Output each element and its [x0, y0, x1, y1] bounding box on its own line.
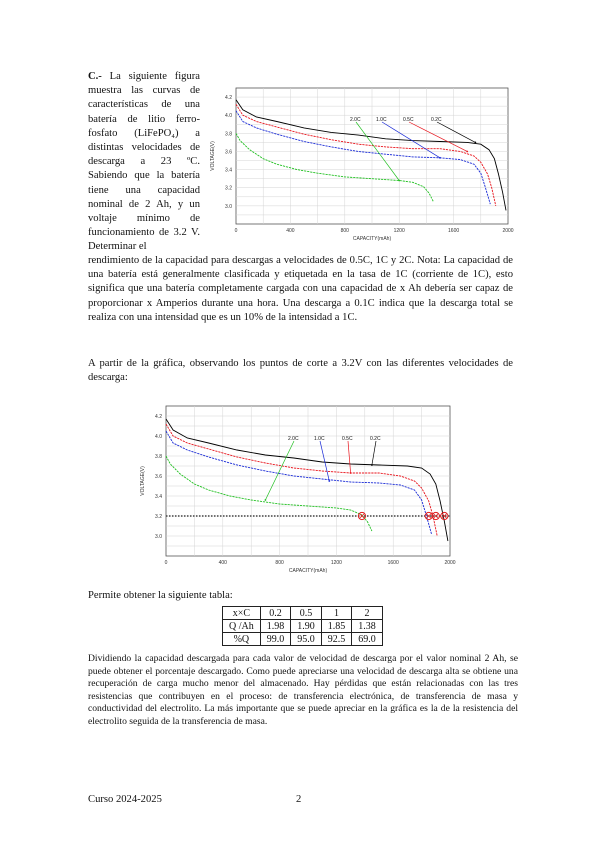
discharge-chart-1	[208, 78, 518, 250]
legend-label-1-0C: 1.0C	[314, 436, 325, 442]
legend-pointer-tip	[265, 499, 267, 501]
legend-pointer-tip	[474, 142, 476, 144]
table-cell: 1.90	[291, 620, 322, 633]
x-tick-label: 1200	[393, 228, 405, 234]
x-tick-label: 1200	[330, 560, 342, 566]
x-tick-label: 400	[218, 560, 227, 566]
table-row-header: Q /Ah	[223, 620, 261, 633]
chart2-plot	[140, 406, 456, 574]
table-row	[223, 607, 383, 620]
y-tick-label: 3.6	[225, 149, 232, 156]
y-tick-label: 3.4	[155, 494, 162, 500]
y-tick-label: 4.0	[155, 434, 162, 440]
table-cell: 1.38	[352, 620, 383, 633]
y-tick-label: 4.0	[225, 113, 232, 120]
y-tick-label: 3.6	[155, 474, 162, 480]
legend-label-0-5C: 0.5C	[403, 117, 414, 123]
table-row-header: x×C	[223, 607, 261, 620]
x-tick-label: 800	[340, 228, 349, 234]
legend-label-0-2C: 0.2C	[431, 117, 442, 123]
chart1-plot	[210, 88, 514, 242]
x-tick-label: 400	[286, 228, 295, 234]
legend-label-0-5C: 0.5C	[342, 436, 353, 442]
y-tick-label: 4.2	[225, 95, 232, 102]
table-row	[223, 620, 383, 633]
legend-pointer-tip	[328, 480, 330, 482]
table-cell: 2	[352, 607, 383, 620]
x-axis-label: CAPACITY(mAh)	[352, 236, 392, 242]
intro-text: La siguiente figura muestra las curvas de características de una batería de litio ferro-fosfato (LiFePO₄) a distintas velocidades de descarga a 23 ºC. Sabiendo que la batería tiene una capacidad nominal de 2 Ah, y un voltaje mínimo de funcionamiento de 3.2 V. Determinar el	[88, 71, 201, 253]
conclusion-paragraph: Dividiendo la capacidad descargada para cada valor de velocidad de descarga por el valor nominal 2 Ah, se puede obtener el porcentaje descargado. Como puede apreciarse una velocidad de descarga alta se obtiene una recuperación de carga mucho menor del almacenado. Hay pérdidas que están relacionadas con las tres resistencias que contribuyen en el proceso: de transferencia electrónica, de transferencia de masa y conductividad del electrolito. La más importante que se puede apreciar en la gráfica es la de la resistencia del electrolito seguida de la transferencia de masa.	[88, 653, 518, 727]
page-number: 2	[296, 794, 302, 805]
intro-lead: C.-	[88, 71, 102, 82]
x-tick-label: 0	[164, 560, 168, 566]
table-row	[223, 633, 383, 646]
x-axis-label: CAPACITY(mAh)	[288, 568, 328, 574]
x-tick-label: 0	[234, 228, 238, 234]
table-cell: 0.2	[260, 607, 291, 620]
table-cell: 69.0	[352, 633, 383, 646]
y-tick-label: 3.2	[155, 514, 162, 520]
y-tick-label: 3.8	[225, 131, 232, 138]
y-tick-label: 3.2	[225, 185, 232, 192]
y-tick-label: 3.4	[225, 167, 232, 174]
y-tick-label: 3.0	[225, 203, 232, 210]
legend-pointer-tip	[466, 151, 468, 153]
legend-pointer-tip	[439, 157, 441, 159]
table-cell: 99.0	[260, 633, 291, 646]
y-axis-label: VOLTAGE(V)	[140, 466, 146, 496]
legend-label-2-0C: 2.0C	[350, 117, 361, 123]
legend-pointer-tip	[350, 472, 352, 474]
y-tick-label: 4.2	[155, 414, 162, 420]
legend-label-1-0C: 1.0C	[376, 117, 387, 123]
legend-label-0-2C: 0.2C	[370, 436, 381, 442]
x-tick-label: 1600	[387, 560, 399, 566]
results-table	[222, 606, 383, 646]
legend-label-2-0C: 2.0C	[288, 436, 299, 442]
table-cell: 95.0	[291, 633, 322, 646]
legend-pointer-tip	[398, 180, 400, 182]
y-axis-label: VOLTAGE(V)	[210, 141, 216, 171]
intro-continuation: rendimiento de la capacidad para descargas a velocidades de 0.5C, 1C y 2C. Nota: La capacidad de una batería está generalmente clasificada y etiquetada en la tasa de 1C (corriente de 1C), esto significa que una batería completamente cargada con una capacidad de x Ah debería ser capaz de proporcionar x Amperios durante una hora. Una descarga a 0.1C indica que la descarga total se realiza con una intensidad que es un 10% de la intensidad a 1C.	[88, 255, 513, 323]
section2-text: A partir de la gráfica, observando los puntos de corte a 3.2V con las diferentes velocidades de descarga:	[88, 358, 513, 384]
x-tick-label: 2000	[444, 560, 456, 566]
table-cell: 92.5	[321, 633, 352, 646]
table-cell: 1.98	[260, 620, 291, 633]
table-cell: 0.5	[291, 607, 322, 620]
y-tick-label: 3.0	[155, 534, 162, 540]
intro-paragraph	[88, 70, 200, 255]
table-row-header: %Q	[223, 633, 261, 646]
legend-pointer-tip	[371, 464, 373, 466]
y-tick-label: 3.8	[155, 454, 162, 460]
table-intro: Permite obtener la siguiente tabla:	[88, 590, 233, 601]
x-tick-label: 2000	[502, 228, 514, 234]
discharge-chart-2	[140, 398, 470, 580]
table-cell: 1	[321, 607, 352, 620]
table-cell: 1.85	[321, 620, 352, 633]
x-tick-label: 800	[275, 560, 284, 566]
footer-course: Curso 2024-2025	[88, 794, 162, 805]
x-tick-label: 1600	[448, 228, 460, 234]
